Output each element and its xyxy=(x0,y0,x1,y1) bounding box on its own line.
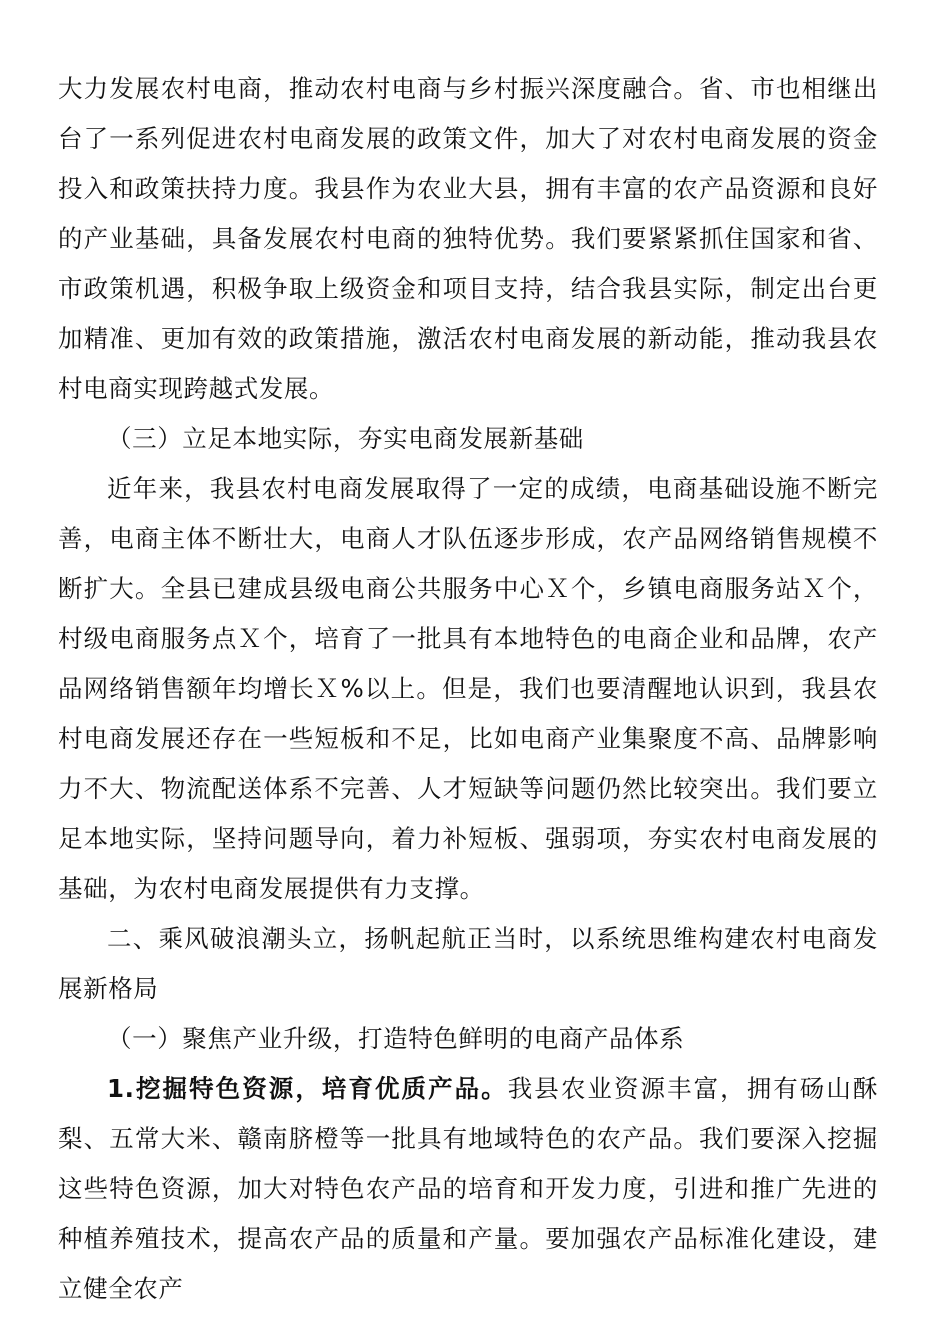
document-page xyxy=(58,64,878,1314)
paragraph-item-1 xyxy=(58,1064,878,1314)
paragraph-local-foundation: 近年来，我县农村电商发展取得了一定的成绩，电商基础设施不断完善，电商主体不断壮大，电商人才队伍逐步形成，农产品网络销售规模不断扩大。全县已建成县级电商公共服务中心Ｘ个，乡镇电商服务站Ｘ个，村级电商服务点Ｘ个，培育了一批具有本地特色的电商企业和品牌，农产品网络销售额年均增长Ｘ%以上。但是，我们也要清醒地认识到，我县农村电商发展还存在一些短板和不足，比如电商产业集聚度不高、品牌影响力不大、物流配送体系不完善、人才短缺等问题仍然比较突出。我们要立足本地实际，坚持问题导向，着力补短板、强弱项，夯实农村电商发展的基础，为农村电商发展提供有力支撑。 xyxy=(58,474,878,903)
subheading-industry-upgrade: （一）聚焦产业升级，打造特色鲜明的电商产品体系 xyxy=(107,1024,685,1053)
item-1-body: 我县农业资源丰富，拥有砀山酥梨、五常大米、赣南脐橙等一批具有地域特色的农产品。我们要深入挖掘这些特色资源，加大对特色农产品的培育和开发力度，引进和推广先进的种植养殖技术，提高农产品的质量和产量。要加强农产品标准化建设，建立健全农产 xyxy=(58,1074,879,1303)
paragraph-policy-opportunity: 大力发展农村电商，推动农村电商与乡村振兴深度融合。省、市也相继出台了一系列促进农村电商发展的政策文件，加大了对农村电商发展的资金投入和政策扶持力度。我县作为农业大县，拥有丰富的农产品资源和良好的产业基础，具备发展农村电商的独特优势。我们要紧紧抓住国家和省、市政策机遇，积极争取上级资金和项目支持，结合我县实际，制定出台更加精准、更加有效的政策措施，激活农村电商发展的新动能，推动我县农村电商实现跨越式发展。 xyxy=(58,74,878,403)
item-1-lead: 1.挖掘特色资源，培育优质产品。 xyxy=(107,1074,508,1103)
heading-section-3: （三）立足本地实际，夯实电商发展新基础 xyxy=(107,424,584,453)
heading-part-2: 二、乘风破浪潮头立，扬帆起航正当时，以系统思维构建农村电商发展新格局 xyxy=(58,924,878,1003)
